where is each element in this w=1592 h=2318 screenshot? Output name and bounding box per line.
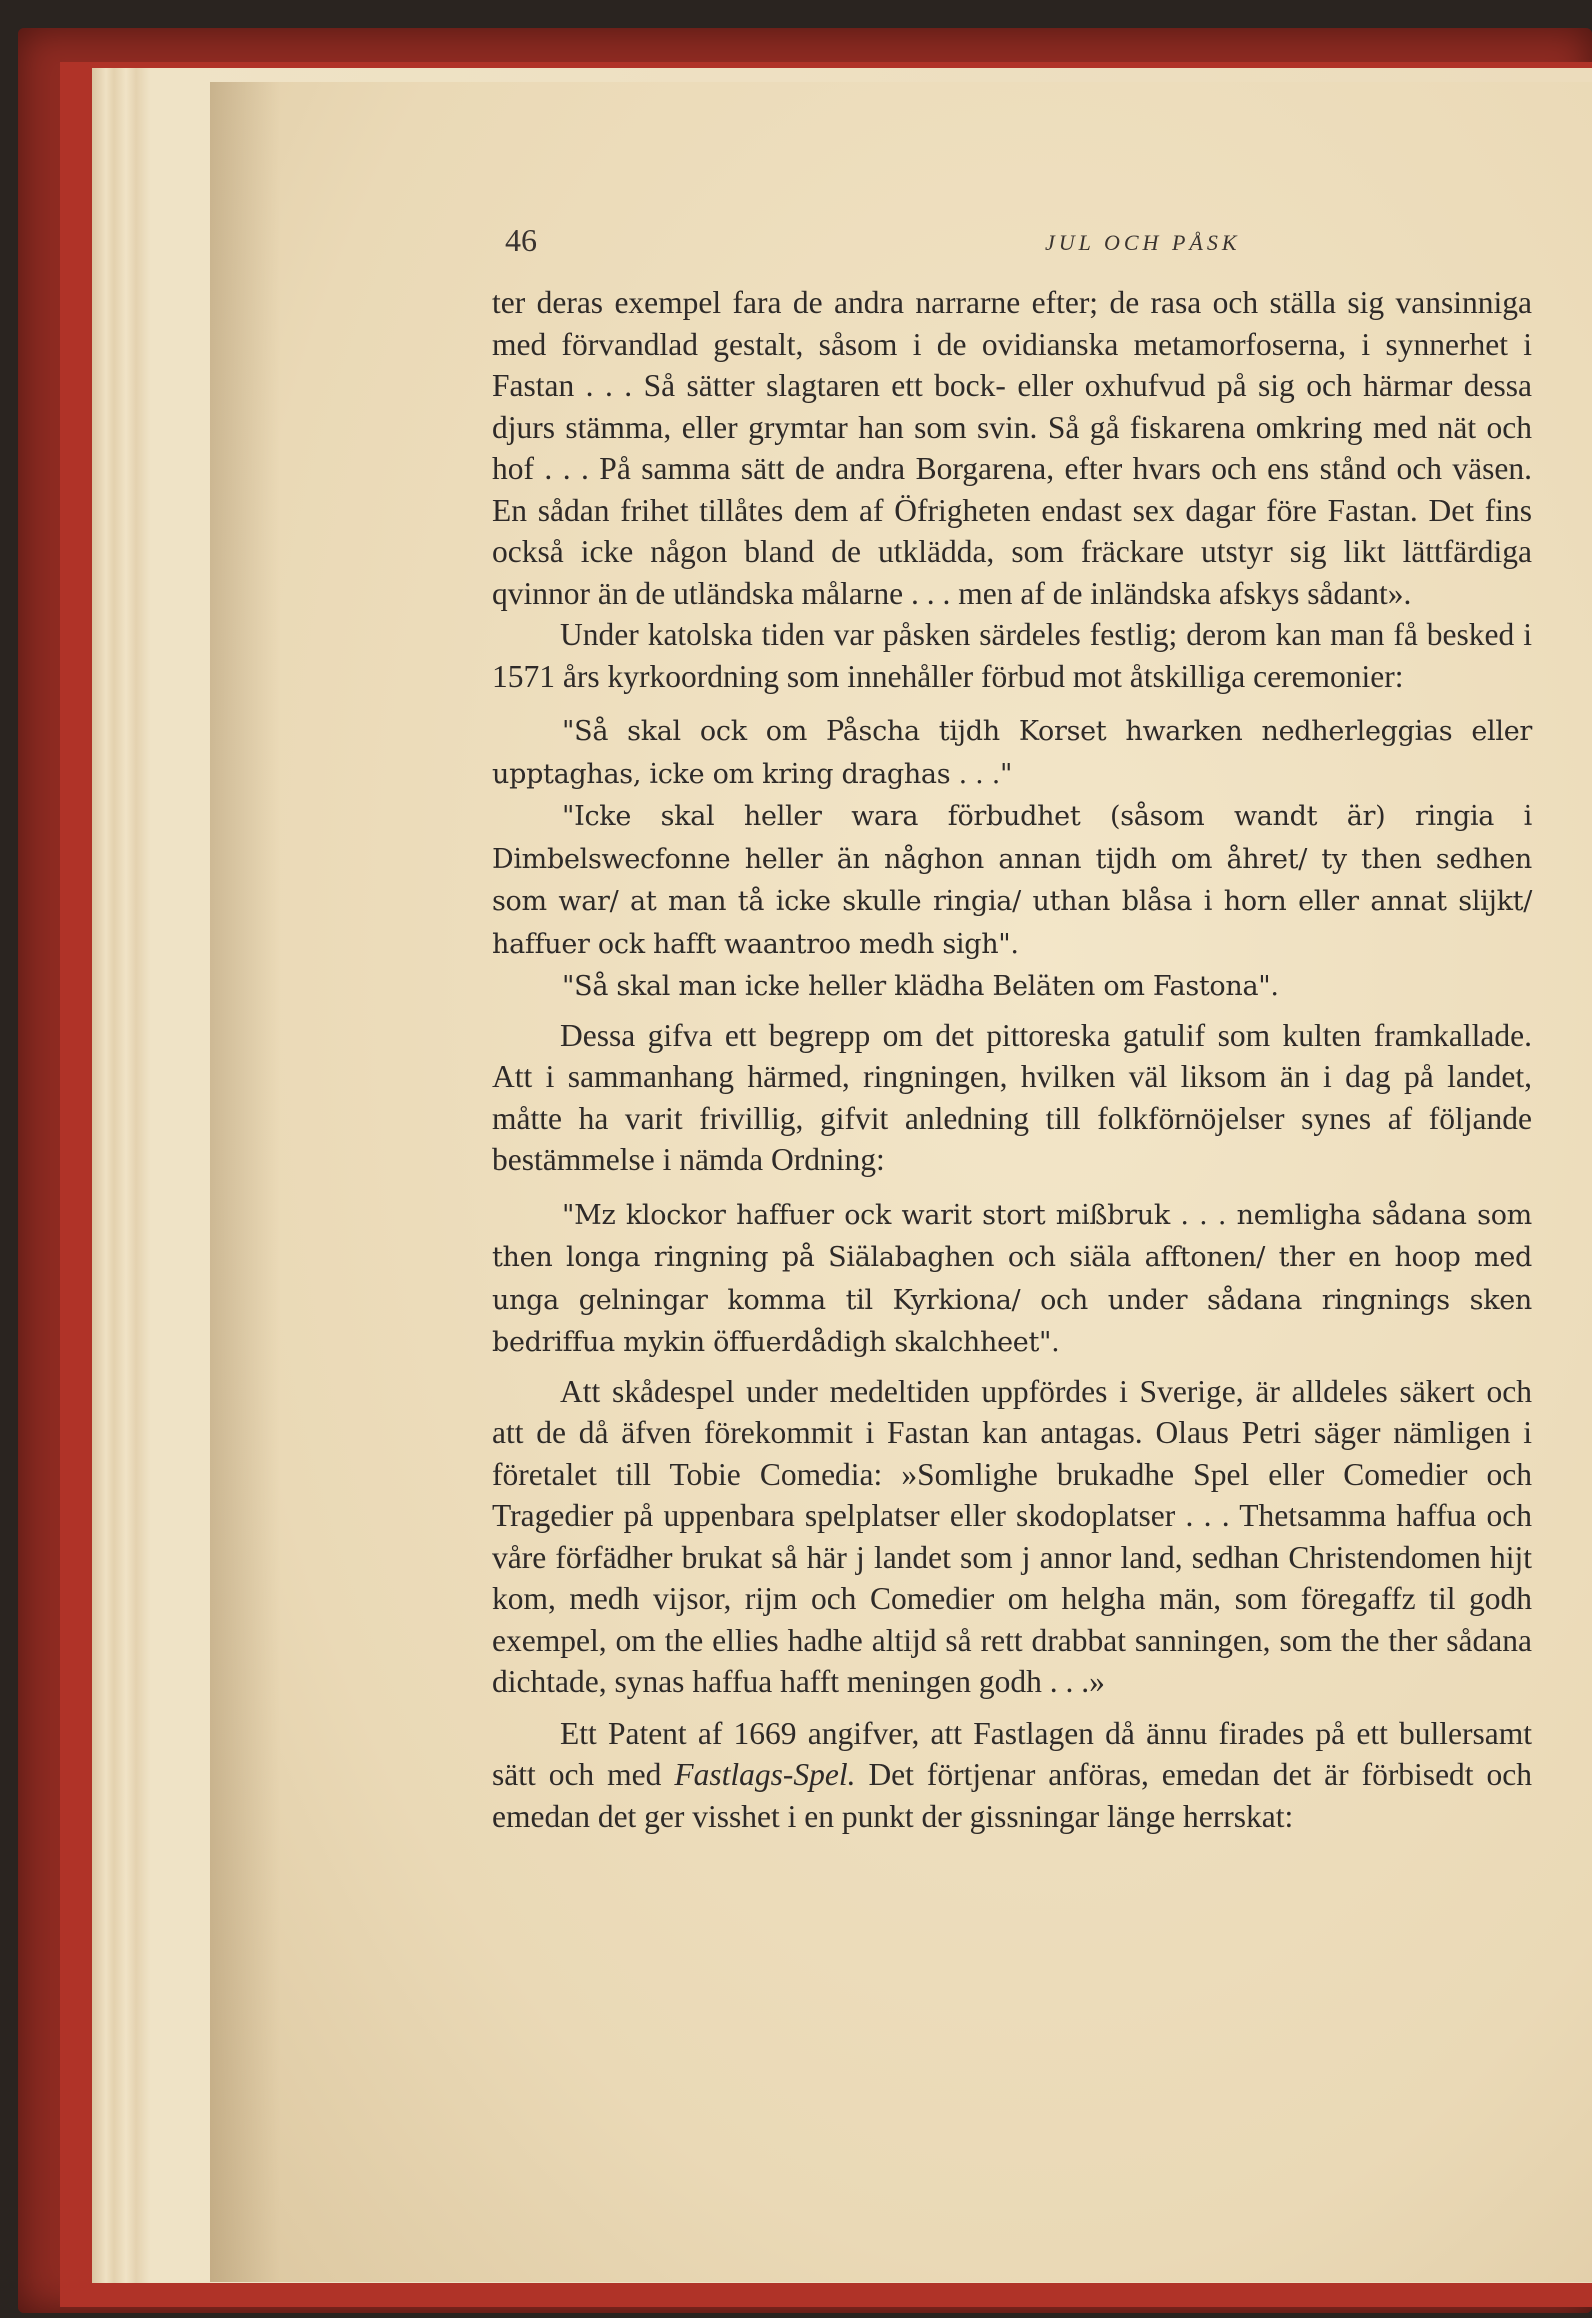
paragraph-2: Under katolska tiden var påsken särdeles festlig; derom kan man få besked i 1571 års kyrkoordning som innehåller förbud mot åtskilliga ceremonier: (492, 617, 1532, 694)
quote-2: "Icke skal heller wara förbudhet (såsom wandt är) ringia i Dimbelswecfonne heller än någhon annan tijdh om åhret/ ty then sedhen som war/ at man tå icke skulle ringia/ uthan blåsa i horn eller annat slijkt/ haffuer ock hafft waantroo medh sigh". (492, 801, 1532, 960)
running-head: JUL OCH PÅSK (1045, 230, 1241, 255)
paragraph-3: Dessa gifva ett begrepp om det pittoreska gatulif som kulten framkallade. Att i sammanhang härmed, ringningen, hvilken väl liksom än i dag på landet, måtte ha varit frivillig, gifvit anledning till folkförnöjelser synes af följande bestämmelse i nämda Ordning: (492, 1017, 1532, 1177)
page-header (505, 222, 1525, 262)
spine-shadow (210, 82, 280, 2282)
page-number: 46 (505, 222, 537, 258)
paragraph-5-italic: Fastlags-Spel. (674, 1757, 856, 1792)
paragraph-1: ter deras exempel fara de andra narrarne efter; de rasa och ställa sig vansinniga med förvandlad gestalt, såsom i de ovidianska metamorfoserna, i synnerhet i Fastan . . . Så sätter slagtaren ett bock- eller oxhufvud på sig och härmar dessa djurs stämma, eller grymtar han som svin. Så gå fiskarena omkring med nät och hof . . . På samma sätt de andra Borgarena, efter hvars och ens stånd och väsen. En sådan frihet tillåtes dem af Öfrigheten endast sex dagar före Fastan. Det fins också icke någon bland de utklädda, som fräckare utstyr sig likt lättfärdiga qvinnor än de utländska målarne . . . men af de inländska afskys sådant». (492, 285, 1532, 611)
quote-4: "Mz klockor haffuer ock warit stort mißbruk . . . nemligha sådana som then longa ringning på Siälabaghen och siäla afftonen/ ther en hoop med unga gelningar komma til Kyrkiona/ och under sådana ringnings sken bedriffua mykin öffuerdådigh skalchheet". (492, 1199, 1532, 1358)
quote-3: "Så skal man icke heller klädha Beläten om Fastona". (562, 971, 1279, 1002)
quote-1: "Så skal ock om Påscha tijdh Korset hwarken nedherleggias eller upptaghas, icke om kring draghas . . ." (492, 716, 1532, 790)
paragraph-5 (492, 1713, 1532, 1838)
paragraph-5-start: Ett Patent af 1669 angifver, att Fastlagen då ännu firades på ett bullersamt sätt och med (492, 1715, 1532, 1792)
paragraph-5-end: Det förtjenar anföras, emedan det är förbisedt och emedan det ger visshet i en punkt der gissningar länge herrskat: (492, 1757, 1532, 1834)
page-body (492, 282, 1532, 1837)
paragraph-4: Att skådespel under medeltiden uppfördes i Sverige, är alldeles säkert och att de då äfven förekommit i Fastan kan antagas. Olaus Petri säger nämligen i företalet till Tobie Comedia: »Somlighe brukadhe Spel eller Comedier och Tragedier på uppenbara spelplatser eller skodoplatser . . . Thetsamma haffua och våre förfädher brukat så här j landet som j annor land, sedhan Christendomen hijt kom, medh vijsor, rijm och Comedier om helgha män, som föregaffz til godh exempel, om the ellies hadhe altijd så rett drabbat sanningen, som the ther sådana dichtade, synas haffua hafft meningen godh . . .» (492, 1373, 1532, 1699)
